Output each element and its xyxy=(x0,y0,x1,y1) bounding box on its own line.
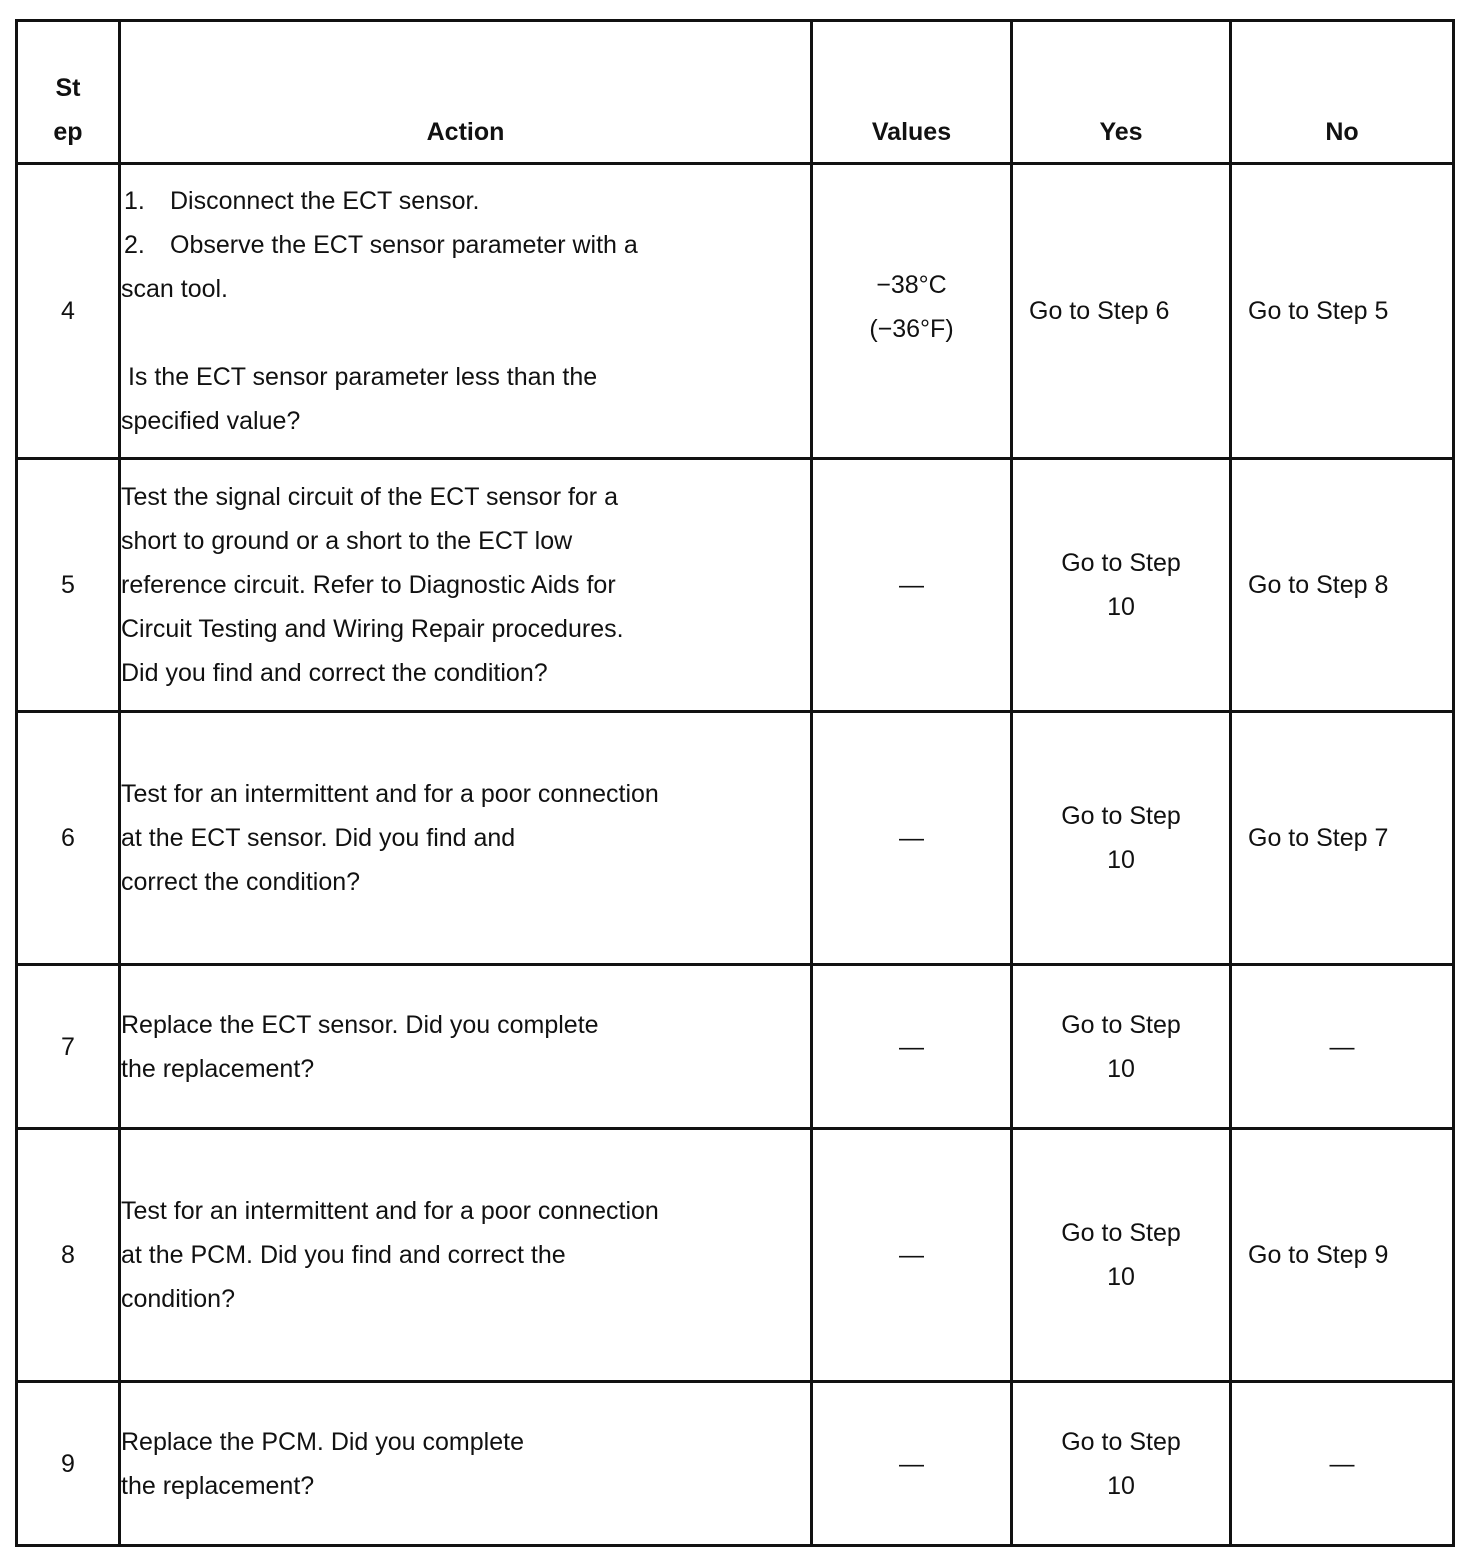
header-row xyxy=(17,21,1454,164)
value-cell: — xyxy=(812,712,1012,965)
yes-step: 10 xyxy=(1107,846,1135,874)
yes-cell xyxy=(1012,1129,1231,1382)
action-line: correct the condition? xyxy=(121,868,361,896)
no-cell: — xyxy=(1231,1382,1454,1546)
list-text: Disconnect the ECT sensor. xyxy=(170,187,480,215)
action-text xyxy=(120,712,812,965)
yes-label: Go to Step xyxy=(1061,802,1181,830)
action-line: Test for an intermittent and for a poor connection xyxy=(121,1197,659,1225)
list-text: Observe the ECT sensor parameter with a xyxy=(170,231,638,259)
action-line: at the ECT sensor. Did you find and xyxy=(121,824,516,852)
yes-cell xyxy=(1012,712,1231,965)
table-row-step-8 xyxy=(17,1129,1454,1382)
action-line: reference circuit. Refer to Diagnostic Aids for xyxy=(121,571,616,599)
action-text xyxy=(120,164,812,459)
list-number: 2. xyxy=(124,231,145,259)
action-text xyxy=(120,459,812,712)
action-line: Circuit Testing and Wiring Repair procedures. xyxy=(121,615,624,643)
step-number: 6 xyxy=(17,712,120,965)
no-cell: Go to Step 5 xyxy=(1231,164,1454,459)
yes-label: Go to Step xyxy=(1061,1219,1181,1247)
no-cell: Go to Step 8 xyxy=(1231,459,1454,712)
header-action: Action xyxy=(120,21,812,164)
no-cell: — xyxy=(1231,965,1454,1129)
yes-label: Go to Step xyxy=(1061,1010,1181,1039)
value-cell: — xyxy=(812,1129,1012,1382)
table-row-step-9 xyxy=(17,1382,1454,1546)
action-question: Is the ECT sensor parameter less than the xyxy=(121,363,598,391)
header-no: No xyxy=(1231,21,1454,164)
step-number: 7 xyxy=(17,965,120,1129)
step-number: 9 xyxy=(17,1382,120,1546)
yes-cell xyxy=(1012,1382,1231,1546)
action-text xyxy=(120,965,812,1129)
table-row-step-4 xyxy=(17,164,1454,459)
action-line: scan tool. xyxy=(121,275,229,303)
value-celsius: −38°C xyxy=(876,271,947,299)
header-step: St ep xyxy=(17,21,120,164)
no-cell: Go to Step 9 xyxy=(1231,1129,1454,1382)
no-cell: Go to Step 7 xyxy=(1231,712,1454,965)
action-line: Test for an intermittent and for a poor connection xyxy=(121,780,659,808)
value-cell: — xyxy=(812,459,1012,712)
action-line: Replace the PCM. Did you complete xyxy=(121,1427,524,1456)
step-number: 8 xyxy=(17,1129,120,1382)
table-row-step-7 xyxy=(17,965,1454,1129)
step-number: 4 xyxy=(17,164,120,459)
action-line: at the PCM. Did you find and correct the xyxy=(121,1241,566,1269)
yes-step: 10 xyxy=(1107,1054,1135,1083)
yes-step: 10 xyxy=(1107,1263,1135,1291)
yes-step: 10 xyxy=(1107,593,1135,621)
yes-label: Go to Step xyxy=(1061,1427,1181,1456)
yes-cell: Go to Step 6 xyxy=(1012,164,1231,459)
action-line: short to ground or a short to the ECT low xyxy=(121,527,573,555)
table-row-step-6 xyxy=(17,712,1454,965)
action-line: Test the signal circuit of the ECT sensor for a xyxy=(121,483,618,511)
yes-cell xyxy=(1012,459,1231,712)
yes-step: 10 xyxy=(1107,1471,1135,1500)
value-cell xyxy=(812,164,1012,459)
list-number: 1. xyxy=(124,187,145,215)
diagnostic-steps-table xyxy=(15,19,1455,1547)
action-line: condition? xyxy=(121,1285,235,1313)
action-line: Did you find and correct the condition? xyxy=(121,659,548,687)
value-cell: — xyxy=(812,965,1012,1129)
action-question: specified value? xyxy=(121,407,301,435)
value-cell: — xyxy=(812,1382,1012,1546)
table-row-step-5 xyxy=(17,459,1454,712)
action-line: the replacement? xyxy=(121,1054,315,1083)
yes-label: Go to Step xyxy=(1061,549,1181,577)
action-line: the replacement? xyxy=(121,1471,315,1500)
action-text xyxy=(120,1129,812,1382)
step-number: 5 xyxy=(17,459,120,712)
action-text xyxy=(120,1382,812,1546)
action-line: Replace the ECT sensor. Did you complete xyxy=(121,1010,599,1039)
value-fahrenheit: (−36°F) xyxy=(869,315,954,343)
yes-cell xyxy=(1012,965,1231,1129)
header-yes: Yes xyxy=(1012,21,1231,164)
header-values: Values xyxy=(812,21,1012,164)
